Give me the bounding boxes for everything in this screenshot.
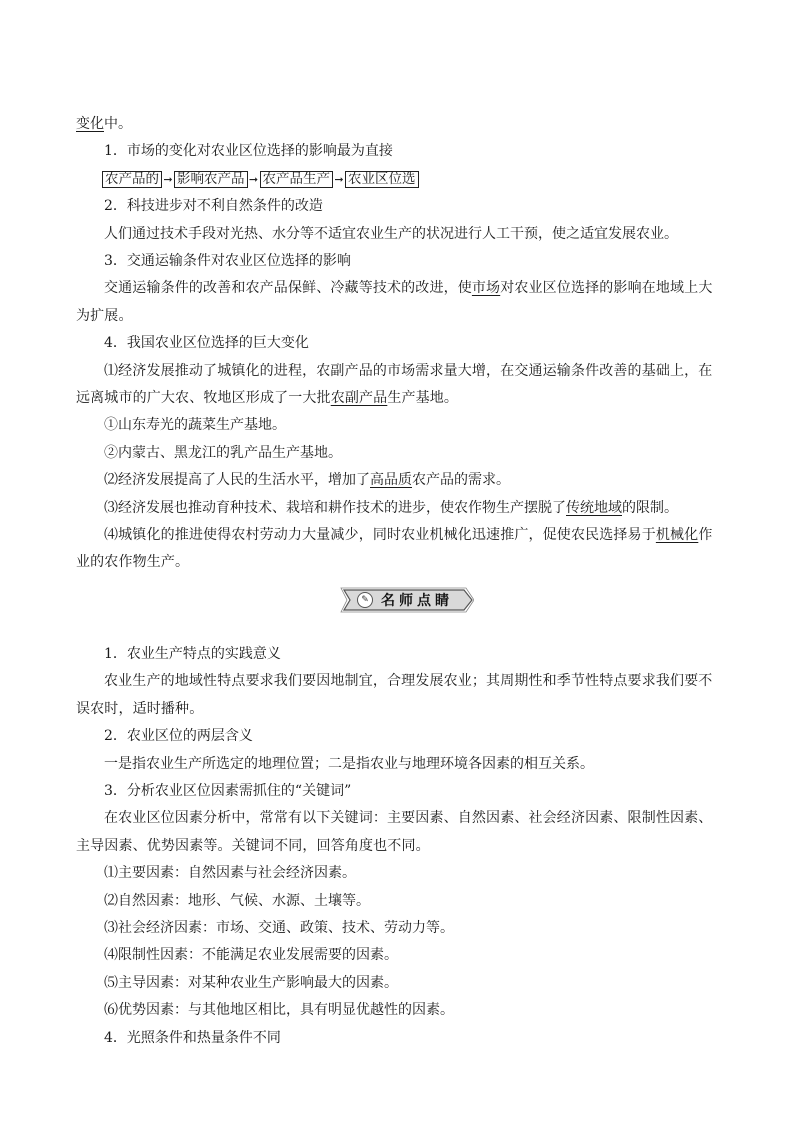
transport-text: 交通运输条件的改善和农产品保鲜、冷藏等技术的改进，使市场对农业区位选择的影响在地域上大为扩展。 [76, 280, 713, 324]
underlined-term: 高品质 [370, 472, 412, 489]
underlined-term: 市场 [471, 280, 501, 297]
china-heading: 4．我国农业区位选择的巨大变化 [104, 335, 309, 352]
tip-3-heading: 3．分析农业区位因素需抓住的“关键词” [104, 782, 352, 799]
tip-1-heading: 1．农业生产特点的实践意义 [104, 645, 281, 662]
china-point-2: ⑵经济发展提高了人民的生活水平，增加了高品质农产品的需求。 [104, 472, 510, 489]
banner-title: 名师点睛 [381, 592, 453, 609]
flow-box-4: 农业区位选 [345, 171, 419, 188]
flow-box-2: 影响农产品 [174, 171, 248, 188]
tech-text: 人们通过技术手段对光热、水分等不适宜农业生产的状况进行人工干预，使之适宜发展农业。 [104, 225, 678, 242]
tip-2-heading: 2．农业区位的两层含义 [104, 728, 253, 745]
arrow-right-icon: ➞ [248, 173, 259, 186]
transport-heading: 3．交通运输条件对农业区位选择的影响 [104, 253, 351, 270]
underlined-term: 农副产品 [330, 390, 388, 407]
tip-1-text: 农业生产的地域性特点要求我们要因地制宜，合理发展农业；其周期性和季节性特点要求我们要不误农时，适时播种。 [76, 673, 713, 717]
china-sub-1: ①山东寿光的蔬菜生产基地。 [104, 417, 286, 434]
factor-item: ⑷限制性因素：不能满足农业发展需要的因素。 [104, 947, 398, 964]
market-flow-diagram [76, 166, 718, 193]
tip-3-text: 在农业区位因素分析中，常常有以下关键词：主要因素、自然因素、社会经济因素、限制性因素、主导因素、优势因素等。关键词不同，回答角度也不同。 [76, 810, 713, 854]
factor-item: ⑹优势因素：与其他地区相比，具有明显优越性的因素。 [104, 1002, 454, 1019]
arrow-right-icon: ➞ [163, 173, 173, 186]
arrow-right-icon: ➞ [334, 173, 344, 186]
flow-box-3: 农产品生产 [260, 171, 334, 188]
china-point-1: ⑴经济发展推动了城镇化的进程，农副产品的市场需求量大增，在交通运输条件改善的基础上，在远离城市的广大农、牧地区形成了一大批农副产品生产基地。 [76, 362, 713, 407]
china-point-3: ⑶经济发展也推动育种技术、栽培和耕作技术的进步，使农作物生产摆脱了传统地域的限制。 [104, 499, 678, 516]
china-point-4: ⑷城镇化的推进使得农村劳动力大量减少，同时农业机械化迅速推广，促使农民选择易于机械化作业的农作物生产。 [76, 527, 713, 571]
pencil-icon: ✎ [357, 592, 373, 608]
factor-item: ⑸主导因素：对某种农业生产影响最大的因素。 [104, 974, 398, 991]
section-banner [340, 587, 474, 613]
section-banner-row [76, 587, 718, 641]
underlined-term: 传统地域 [566, 499, 622, 516]
china-sub-2: ②内蒙古、黑龙江的乳产品生产基地。 [104, 444, 342, 461]
factor-item: ⑴主要因素：自然因素与社会经济因素。 [104, 865, 356, 882]
underlined-term: 变化 [76, 116, 104, 132]
flow-box-1: 农产品的 [102, 171, 162, 188]
page-content [76, 111, 718, 1052]
factor-item: ⑶社会经济因素：市场、交通、政策、技术、劳动力等。 [104, 919, 454, 936]
continuation-line: 变化中。 [76, 116, 132, 132]
market-heading: 1．市场的变化对农业区位选择的影响最为直接 [104, 143, 393, 160]
factor-item: ⑵自然因素：地形、气候、水源、土壤等。 [104, 892, 370, 909]
tech-heading: 2．科技进步对不利自然条件的改造 [104, 198, 323, 215]
tip-4-heading: 4．光照条件和热量条件不同 [104, 1029, 281, 1046]
tip-2-text: 一是指农业生产所选定的地理位置；二是指农业与地理环境各因素的相互关系。 [104, 755, 594, 772]
underlined-term: 机械化 [655, 527, 699, 544]
